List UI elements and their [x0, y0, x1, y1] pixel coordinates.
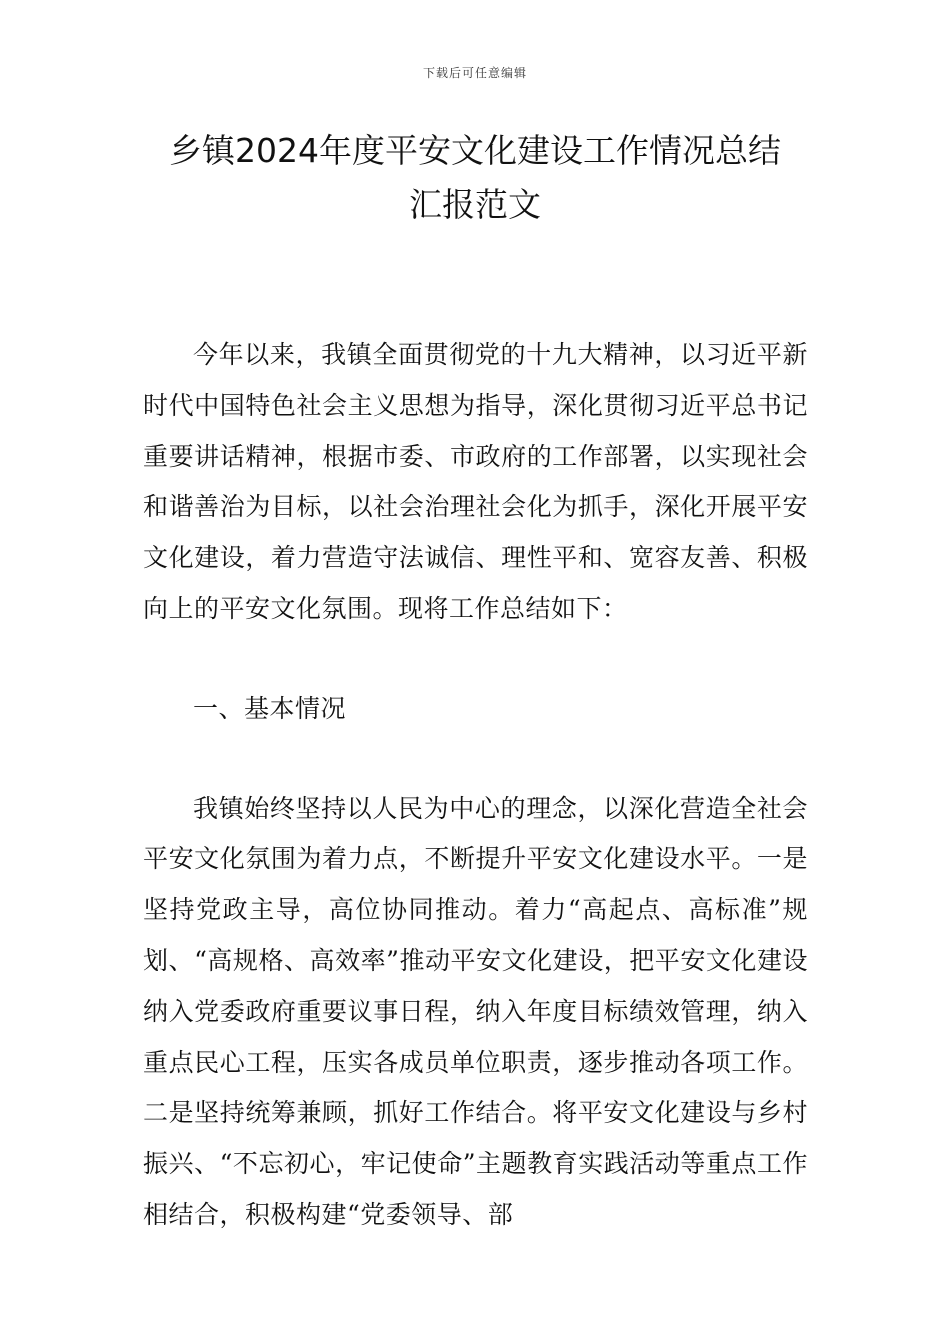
intro-paragraph: 今年以来，我镇全面贯彻党的十九大精神，以习近平新时代中国特色社会主义思想为指导，深化贯彻习近平总书记重要讲话精神，根据市委、市政府的工作部署，以实现社会和谐善治为目标，以社会治理社会化为抓手，深化开展平安文化建设，着力营造守法诚信、理性平和、宽容友善、积极向上的平安文化氛围。现将工作总结如下： [143, 340, 808, 623]
document-body [143, 330, 808, 1241]
title-line-1: 乡镇2024年度平安文化建设工作情况总结 [169, 131, 781, 170]
header-note: 下载后可任意编辑 [422, 66, 527, 80]
body-paragraph: 我镇始终坚持以人民为中心的理念，以深化营造全社会平安文化氛围为着力点，不断提升平安文化建设水平。一是坚持党政主导，高位协同推动。着力“高起点、高标准”规划、“高规格、高效率”推动平安文化建设，把平安文化建设纳入党委政府重要议事日程，纳入年度目标绩效管理，纳入重点民心工程，压实各成员单位职责，逐步推动各项工作。二是坚持统筹兼顾，抓好工作结合。将平安文化建设与乡村振兴、“不忘初心，牢记使命”主题教育实践活动等重点工作相结合，积极构建“党委领导、部 [143, 793, 808, 1229]
document-title [140, 124, 810, 232]
section-heading: 一、基本情况 [193, 693, 347, 723]
title-line-2: 汇报范文 [409, 185, 541, 224]
